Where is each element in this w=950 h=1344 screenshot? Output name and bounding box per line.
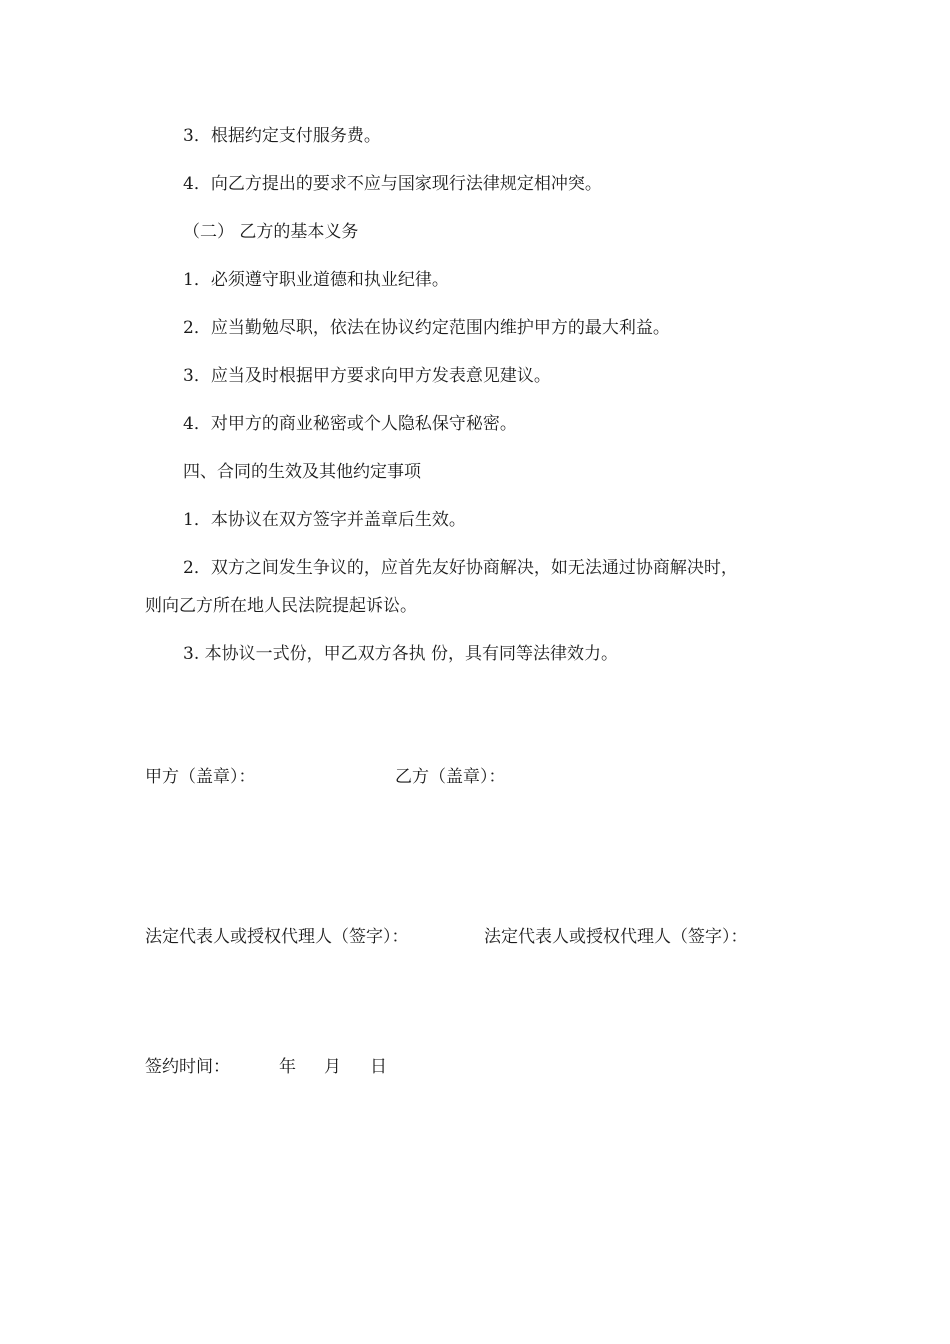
paragraph-diligence: 2．应当勤勉尽职，依法在协议约定范围内维护甲方的最大利益。 bbox=[183, 318, 670, 338]
party-b-representative-label: 法定代表人或授权代理人（签字）： bbox=[484, 927, 748, 947]
paragraph-copies: 3. 本协议一式份，甲乙双方各执 份，具有同等法律效力。 bbox=[183, 644, 619, 664]
paragraph-advice: 3．应当及时根据甲方要求向甲方发表意见建议。 bbox=[183, 366, 551, 386]
party-a-representative-label: 法定代表人或授权代理人（签字）： bbox=[145, 927, 409, 947]
paragraph-effective: 1．本协议在双方签字并盖章后生效。 bbox=[183, 510, 466, 530]
paragraph-confidentiality: 4．对甲方的商业秘密或个人隐私保守秘密。 bbox=[183, 414, 517, 434]
date-day-label: 日 bbox=[370, 1057, 387, 1077]
party-b-seal-label: 乙方（盖章）： bbox=[395, 767, 506, 787]
section-heading-effectiveness: 四、合同的生效及其他约定事项 bbox=[183, 462, 421, 482]
signing-date-label: 签约时间： bbox=[145, 1057, 230, 1077]
date-year-label: 年 bbox=[279, 1057, 296, 1077]
party-a-seal-label: 甲方（盖章）： bbox=[145, 767, 256, 787]
section-heading-party-b-obligations: （二） 乙方的基本义务 bbox=[183, 222, 359, 242]
paragraph-dispute-line1: 2．双方之间发生争议的，应首先友好协商解决，如无法通过协商解决时， bbox=[183, 558, 738, 578]
paragraph-payment: 3．根据约定支付服务费。 bbox=[183, 126, 381, 146]
paragraph-dispute-line2: 则向乙方所在地人民法院提起诉讼。 bbox=[145, 596, 417, 616]
paragraph-requirements: 4．向乙方提出的要求不应与国家现行法律规定相冲突。 bbox=[183, 174, 602, 194]
date-month-label: 月 bbox=[324, 1057, 341, 1077]
paragraph-ethics: 1．必须遵守职业道德和执业纪律。 bbox=[183, 270, 449, 290]
